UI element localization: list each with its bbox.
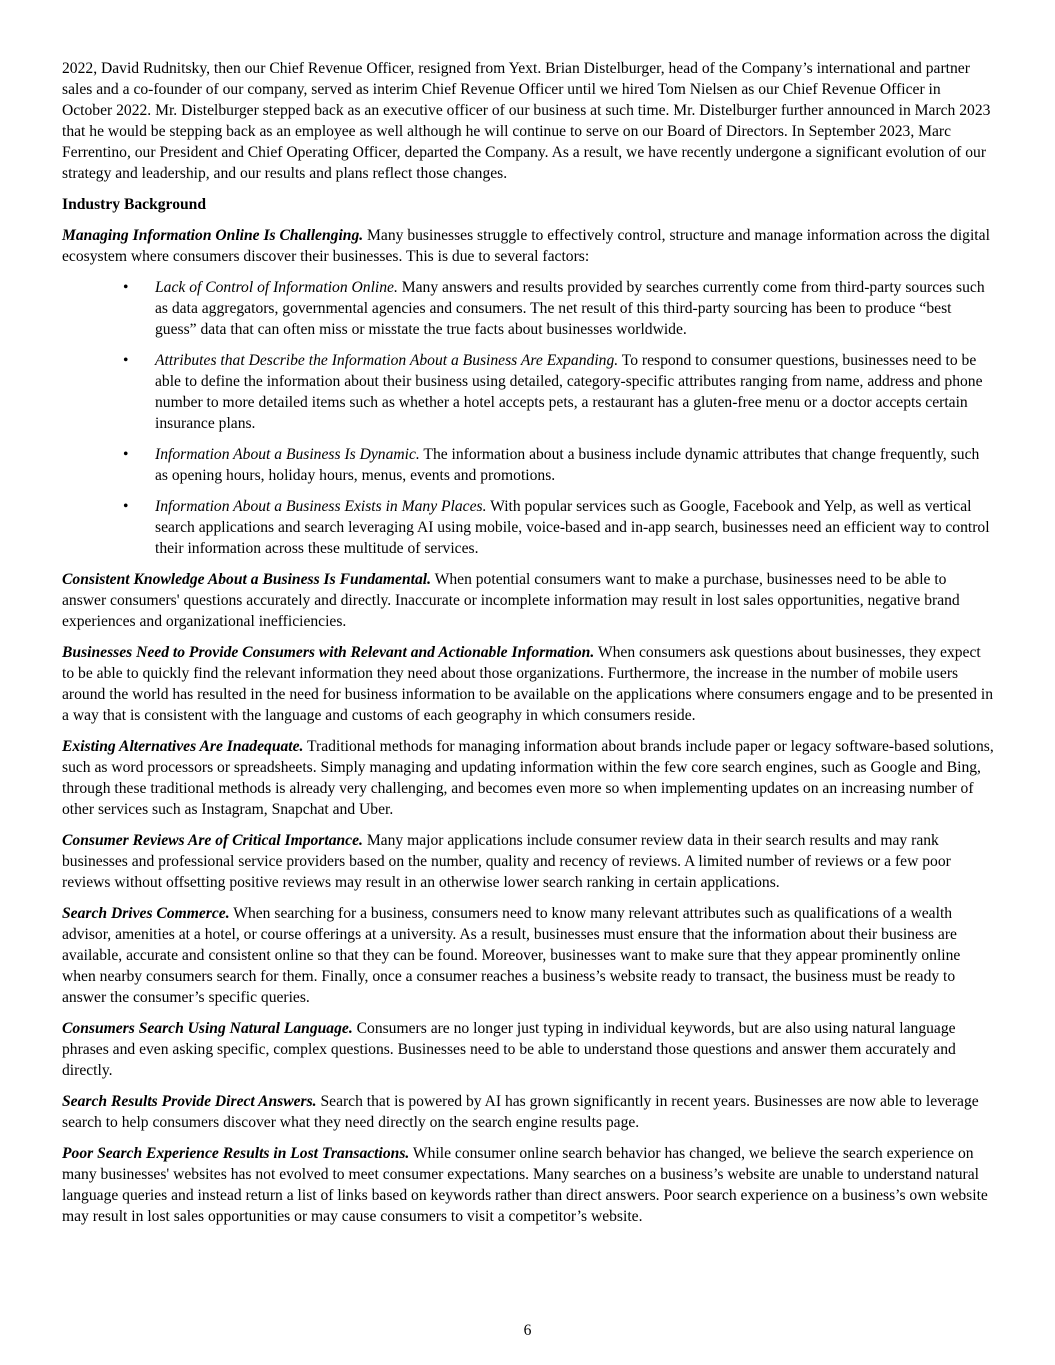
- list-item-lead: Information About a Business Is Dynamic.: [155, 446, 420, 463]
- paragraph: [62, 830, 994, 893]
- page-number: 6: [523, 1322, 532, 1339]
- paragraph-lead: Consumers Search Using Natural Language.: [62, 1020, 353, 1037]
- list-item-text: With popular services such as Google, Facebook and Yelp, as well as vertical search applications and search leveraging AI using mobile, voice-based and in-app search, businesses need an efficient way to control their information across these multitude of services.: [155, 498, 990, 557]
- section-heading: Industry Background: [62, 196, 207, 213]
- list-item-lead: Attributes that Describe the Information About a Business Are Expanding.: [155, 352, 619, 369]
- paragraph: [62, 1143, 994, 1227]
- paragraph: [62, 1091, 994, 1133]
- bullet-icon: •: [123, 446, 129, 463]
- list-item: [62, 277, 994, 340]
- bullet-icon: •: [123, 352, 129, 369]
- paragraph: [62, 1018, 994, 1081]
- bullet-icon: •: [123, 498, 129, 515]
- paragraph-text: Many businesses struggle to effectively control, structure and manage information across the digital ecosystem where consumers discover their businesses. This is due to several factors:: [62, 227, 990, 265]
- list-item-text: Many answers and results provided by searches currently come from third-party sources such as data aggregators, governmental agencies and consumers. The net result of this third-party sourcing has been to produce “best guess” data that can often miss or misstate the true facts about businesses worldwide.: [155, 279, 985, 338]
- list-item: [62, 444, 994, 486]
- paragraph-text: When searching for a business, consumers need to know many relevant attributes such as qualifications of a wealth advisor, amenities at a hotel, or course offerings at a university. As a result, businesses must ensure that the information about their business are available, accurate and consistent online so that they can be found. Moreover, businesses want to make sure that they appear prominently online when nearby consumers search for them. Finally, once a consumer reaches a business’s website ready to transact, the business must be ready to answer the consumer’s specific queries.: [62, 905, 961, 1006]
- paragraph-lead: Existing Alternatives Are Inadequate.: [62, 738, 304, 755]
- list-item-text: The information about a business include dynamic attributes that change frequently, such as opening hours, holiday hours, menus, events and promotions.: [155, 446, 980, 484]
- list-item-text: To respond to consumer questions, businesses need to be able to define the information about their business using detailed, category-specific attributes ranging from name, address and phone number to more detailed items such as whether a hotel accepts pets, a restaurant has a gluten-free menu or a doctor accepts certain insurance plans.: [155, 352, 983, 432]
- paragraph: [62, 903, 994, 1008]
- paragraph-text: When consumers ask questions about businesses, they expect to be able to quickly find the relevant information they need about those organizations. Furthermore, the increase in the number of mobile users around the world has resulted in the need for business information to be available on the applications where consumers engage and to be presented in a way that is consistent with the language and customs of each geography in which consumers reside.: [62, 644, 994, 724]
- paragraph-lead: Search Results Provide Direct Answers.: [62, 1093, 317, 1110]
- bullet-icon: •: [123, 279, 129, 296]
- list-item-lead: Lack of Control of Information Online.: [155, 279, 398, 296]
- paragraph-lead: Managing Information Online Is Challenging.: [62, 227, 364, 244]
- paragraph-managing-information: [62, 225, 994, 267]
- paragraph-text: Consumers are no longer just typing in individual keywords, but are also using natural language phrases and even asking specific, complex questions. Businesses need to be able to understand those questions and answer them accurately and directly.: [62, 1020, 956, 1079]
- document-page: [62, 58, 994, 1237]
- paragraph-lead: Consistent Knowledge About a Business Is Fundamental.: [62, 571, 432, 588]
- intro-paragraph: 2022, David Rudnitsky, then our Chief Revenue Officer, resigned from Yext. Brian Distelburger, head of the Company’s international and partner sales and a co-founder of our company, served as interim Chief Revenue Officer until we hired Tom Nielsen as our Chief Revenue Officer in October 2022. Mr. Distelburger stepped back as an executive officer of our business at such time. Mr. Distelburger further announced in March 2023 that he would be stepping back as an employee as well although he will continue to serve on our Board of Directors. In September 2023, Marc Ferrentino, our President and Chief Operating Officer, departed the Company. As a result, we have recently undergone a significant evolution of our strategy and leadership, and our results and plans reflect those changes.: [62, 60, 991, 182]
- paragraph: [62, 642, 994, 726]
- paragraph-text: When potential consumers want to make a purchase, businesses need to be able to answer consumers' questions accurately and directly. Inaccurate or incomplete information may result in lost sales opportunities, negative brand experiences and organizational inefficiencies.: [62, 571, 960, 630]
- paragraph: [62, 569, 994, 632]
- paragraph-lead: Poor Search Experience Results in Lost Transactions.: [62, 1145, 410, 1162]
- paragraph-lead: Consumer Reviews Are of Critical Importance.: [62, 832, 363, 849]
- factors-list: [62, 277, 994, 559]
- paragraph-text: While consumer online search behavior has changed, we believe the search experience on many businesses' websites has not evolved to meet consumer expectations. Many searches on a business’s website are unable to understand natural language queries and instead return a list of links based on keywords rather than direct answers. Poor search experience on a business’s own website may result in lost sales opportunities or may cause consumers to visit a competitor’s website.: [62, 1145, 988, 1225]
- paragraph-text: Search that is powered by AI has grown significantly in recent years. Businesses are now able to leverage search to help consumers discover what they need directly on the search engine results page.: [62, 1093, 979, 1131]
- paragraph-text: Many major applications include consumer review data in their search results and may rank businesses and professional service providers based on the number, quality and recency of reviews. A limited number of reviews or a few poor reviews without offsetting positive reviews may result in an otherwise lower search ranking in certain applications.: [62, 832, 951, 891]
- list-item: [62, 496, 994, 559]
- paragraph-lead: Search Drives Commerce.: [62, 905, 230, 922]
- paragraph-lead: Businesses Need to Provide Consumers with Relevant and Actionable Information.: [62, 644, 595, 661]
- list-item: [62, 350, 994, 434]
- paragraph: [62, 736, 994, 820]
- list-item-lead: Information About a Business Exists in Many Places.: [155, 498, 487, 515]
- paragraph-text: Traditional methods for managing information about brands include paper or legacy software-based solutions, such as word processors or spreadsheets. Simply managing and updating information within the few core search engines, such as Google and Bing, through these traditional methods is already very challenging, and becomes even more so when implementing updates on an increasing number of other services such as Instagram, Snapchat and Uber.: [62, 738, 994, 818]
